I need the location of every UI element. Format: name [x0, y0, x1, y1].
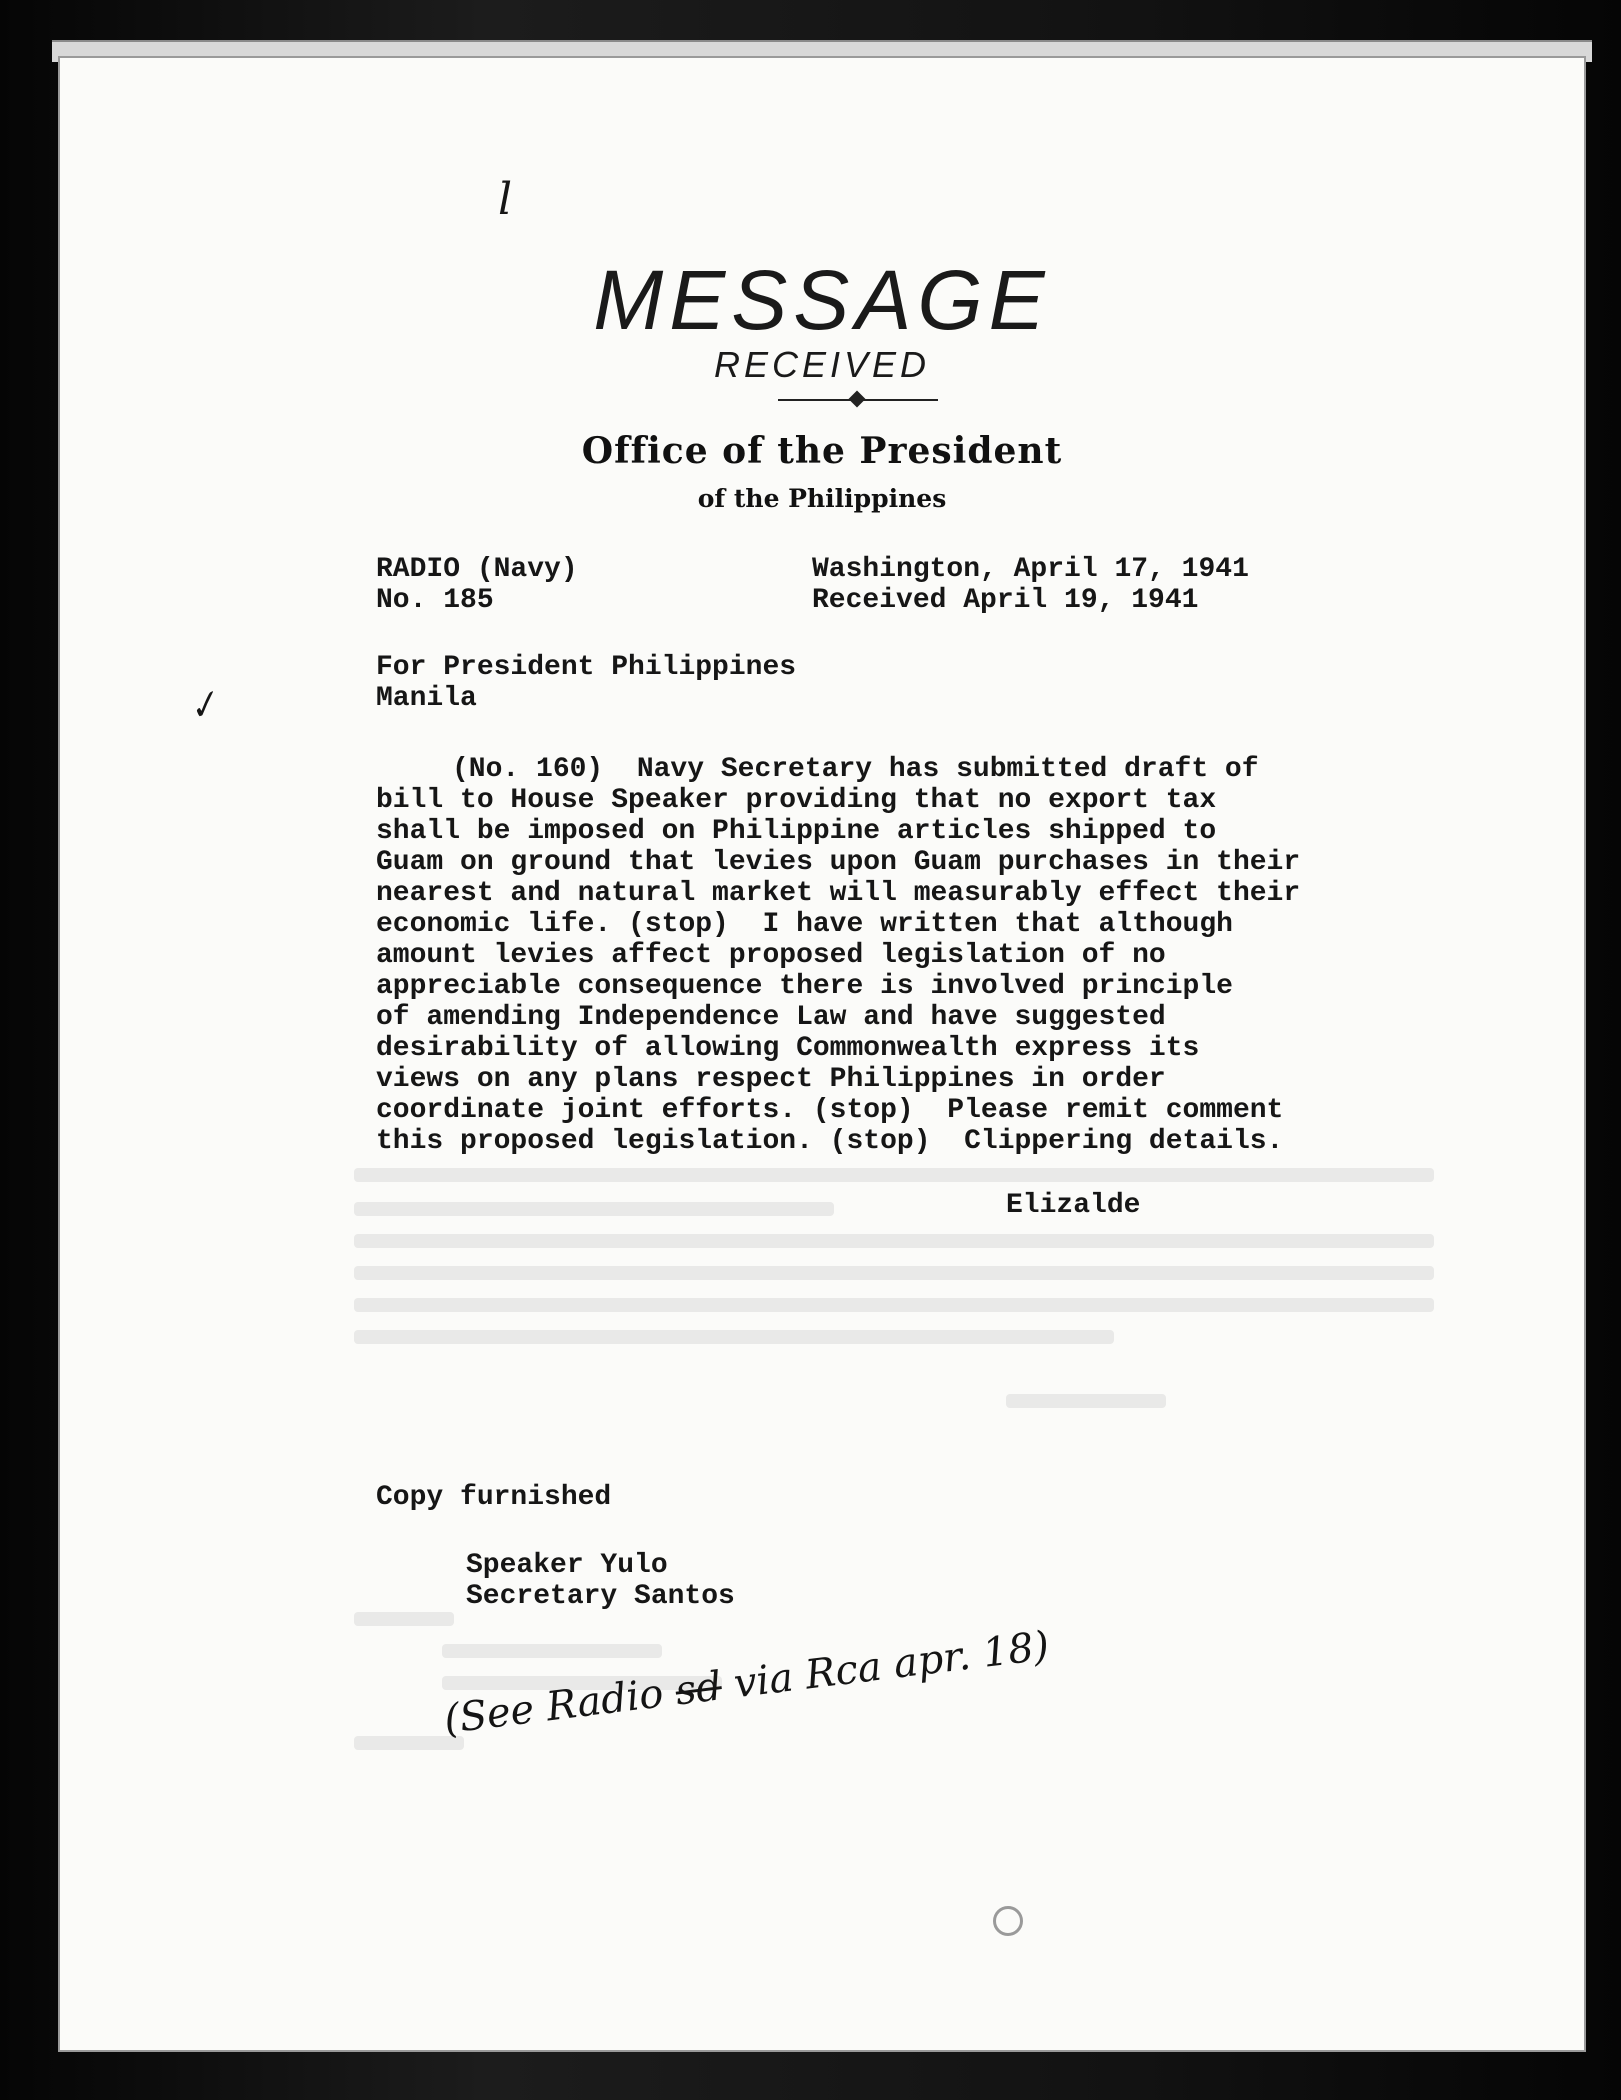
body-line: economic life. (stop) I have written that although: [376, 909, 1233, 940]
body-line: Guam on ground that levies upon Guam purchases in their: [376, 847, 1301, 878]
handwritten-note-close: via Rca apr. 18): [731, 1623, 1052, 1708]
body-line: shall be imposed on Philippine articles shipped to: [376, 816, 1217, 847]
body-line: desirability of allowing Commonwealth express its: [376, 1033, 1200, 1064]
copy-furnished-label: Copy furnished: [376, 1482, 612, 1513]
bleed-through: [354, 1202, 834, 1216]
bleed-through: [354, 1612, 454, 1626]
divider-diamond-icon: [849, 391, 866, 408]
body-line: nearest and natural market will measurably effect their: [376, 878, 1301, 909]
copy-recipient: Secretary Santos: [466, 1581, 735, 1612]
bleed-through: [354, 1330, 1114, 1344]
paper-stain: [993, 1906, 1023, 1936]
bleed-through: [354, 1266, 1434, 1280]
message-title: MESSAGE: [593, 253, 1051, 347]
body-line: bill to House Speaker providing that no export tax: [376, 785, 1217, 816]
body-line: appreciable consequence there is involved principle: [376, 971, 1233, 1002]
bleed-through: [354, 1298, 1434, 1312]
document-page: [58, 56, 1586, 2052]
body-line: views on any plans respect Philippines in order: [376, 1064, 1166, 1095]
bleed-through: [1006, 1394, 1166, 1408]
copy-recipient: Speaker Yulo: [466, 1550, 668, 1581]
message-number: No. 185: [376, 585, 494, 616]
handwritten-mark: l: [498, 174, 513, 225]
handwritten-note-struck: sd: [672, 1663, 725, 1715]
body-line: this proposed legislation. (stop) Clippering details.: [376, 1126, 1284, 1157]
radio-channel: RADIO (Navy): [376, 554, 578, 585]
margin-check-mark: ✓: [181, 682, 225, 731]
bleed-through: [354, 1234, 1434, 1248]
handwritten-note-open: (See Radio: [441, 1670, 666, 1743]
office-line-1: Office of the President: [581, 430, 1063, 472]
bleed-through: [354, 1168, 1434, 1182]
bleed-through: [442, 1644, 662, 1658]
addressee-line-2: Manila: [376, 683, 477, 714]
body-line: amount levies affect proposed legislation of no: [376, 940, 1166, 971]
office-line-2: of the Philippines: [697, 484, 947, 513]
body-line: coordinate joint efforts. (stop) Please remit comment: [376, 1095, 1284, 1126]
addressee-line-1: For President Philippines: [376, 652, 797, 683]
message-subtitle: RECEIVED: [713, 344, 931, 385]
signature: Elizalde: [1006, 1190, 1141, 1221]
body-line: of amending Independence Law and have suggested: [376, 1002, 1166, 1033]
received-date: Received April 19, 1941: [812, 585, 1199, 616]
body-line: (No. 160) Navy Secretary has submitted draft of: [452, 754, 1259, 785]
sent-date: Washington, April 17, 1941: [812, 554, 1249, 585]
